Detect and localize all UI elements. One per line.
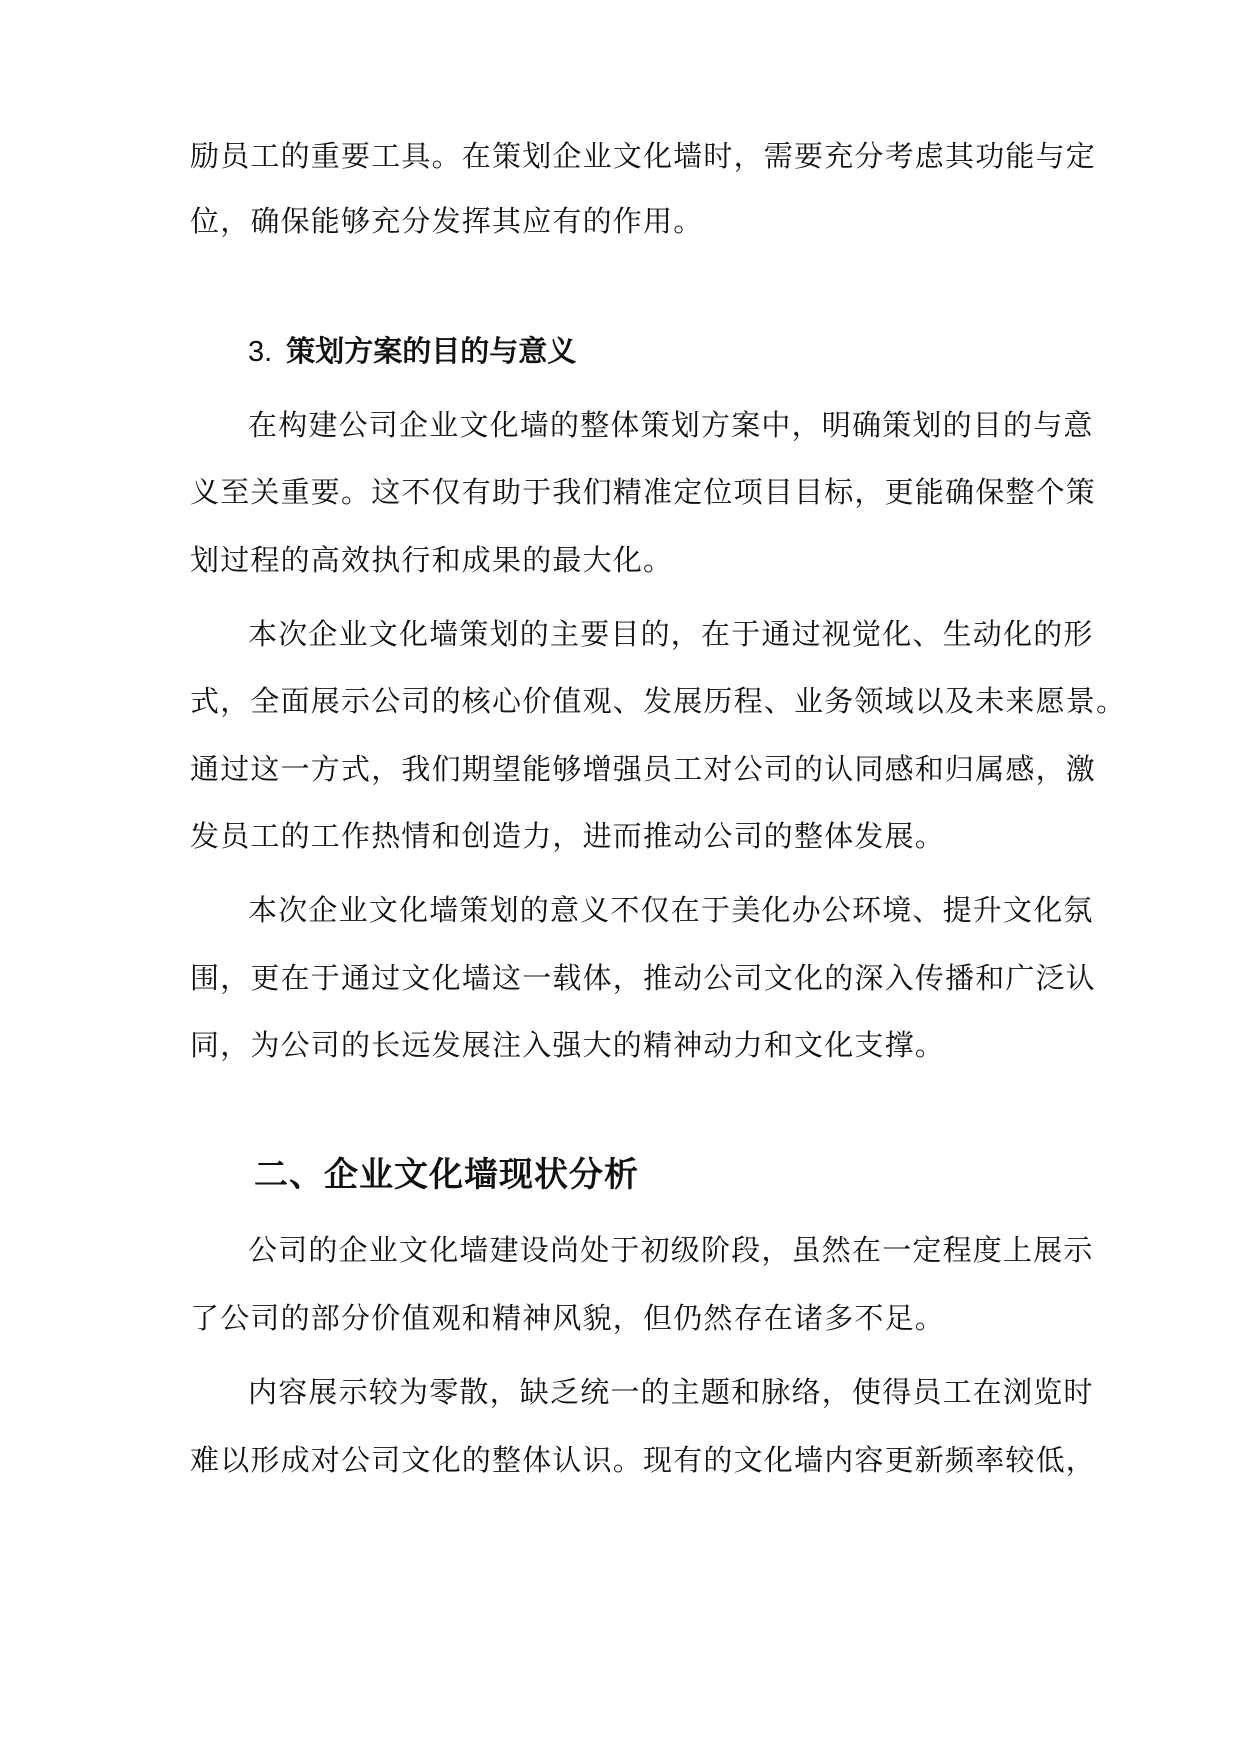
body-text-line: 公司的企业文化墙建设尚处于初级阶段，虽然在一定程度上展示: [248, 1233, 1094, 1267]
section-title: 策划方案的目的与意义: [286, 334, 577, 368]
body-text-line: 式，全面展示公司的核心价值观、发展历程、业务领域以及未来愿景。: [190, 684, 1127, 718]
body-text-line: 本次企业文化墙策划的主要目的，在于通过视觉化、生动化的形: [248, 617, 1094, 651]
body-text-line: 义至关重要。这不仅有助于我们精准定位项目目标，更能确保整个策: [190, 475, 1097, 509]
body-text-line: 难以形成对公司文化的整体认识。现有的文化墙内容更新频率较低，: [190, 1443, 1097, 1477]
body-text-line: 围，更在于通过文化墙这一载体，推动公司文化的深入传播和广泛认: [190, 961, 1097, 995]
body-text-line: 同，为公司的长远发展注入强大的精神动力和文化支撑。: [190, 1028, 946, 1062]
body-text-line: 在构建公司企业文化墙的整体策划方案中，明确策划的目的与意: [248, 408, 1094, 442]
chapter-heading: 二、企业文化墙现状分析: [254, 1155, 639, 1195]
section-heading: [248, 331, 576, 372]
body-text-line: 励员工的重要工具。在策划企业文化墙时，需要充分考虑其功能与定: [190, 139, 1097, 173]
section-number: 3.: [248, 336, 273, 368]
body-text-line: 本次企业文化墙策划的意义不仅在于美化办公环境、提升文化氛: [248, 893, 1094, 927]
body-text-line: 位，确保能够充分发挥其应有的作用。: [190, 204, 704, 238]
body-text-line: 划过程的高效执行和成果的最大化。: [190, 543, 674, 577]
body-text-line: 通过这一方式，我们期望能够增强员工对公司的认同感和归属感，激: [190, 752, 1097, 786]
body-text-line: 发员工的工作热情和创造力，进而推动公司的整体发展。: [190, 819, 946, 853]
body-text-line: 了公司的部分价值观和精神风貌，但仍然存在诸多不足。: [190, 1301, 946, 1335]
body-text-line: 内容展示较为零散，缺乏统一的主题和脉络，使得员工在浏览时: [248, 1375, 1094, 1409]
